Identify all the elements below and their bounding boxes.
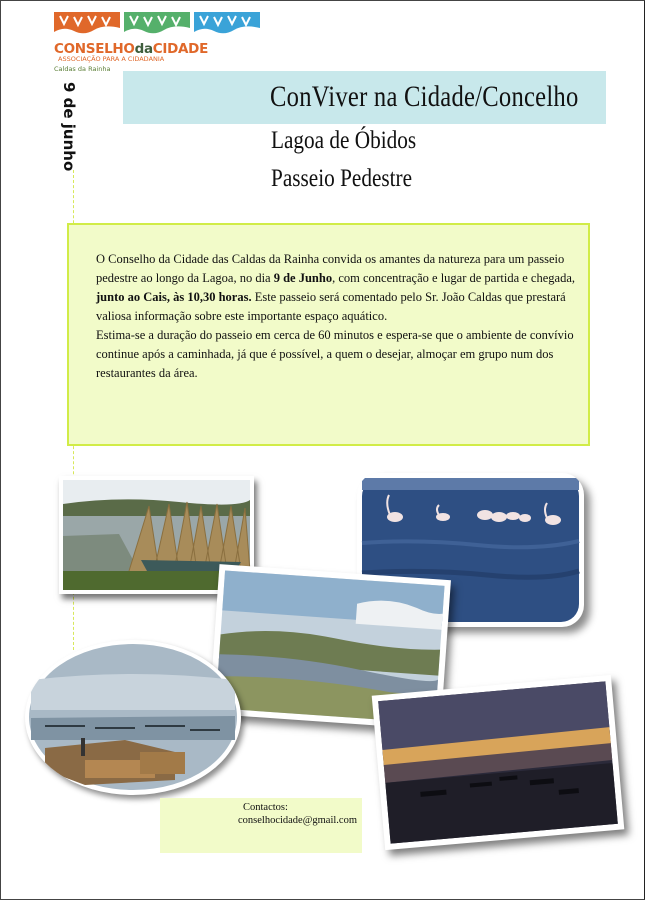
logo-tagline: ASSOCIAÇÃO PARA A CIDADANIA	[58, 55, 165, 63]
subtitle-event: Passeio Pedestre	[271, 165, 413, 192]
p1-place: junto ao Cais, às 10,30 horas.	[96, 290, 252, 304]
logo-name	[54, 42, 266, 56]
photo-sunset-boats	[372, 675, 625, 850]
p1-text-a: O Conselho da Cidade das Caldas da Rainha convida os amantes da natureza para um passeio pedestre ao longo da Lagoa, no dia	[96, 252, 565, 285]
p1-text-c: Este passeio será comentado pelo Sr. João Caldas que prestará valiosa informação sobre este importante espaço aquático.	[96, 290, 566, 323]
paragraph-1	[96, 250, 576, 326]
p1-date: 9 de Junho	[273, 271, 333, 285]
logo-bar-blue	[194, 12, 260, 40]
contacts-email[interactable]: conselhocidade@gmail.com	[238, 815, 358, 826]
invitation-textbox	[67, 223, 590, 446]
page-title: ConViver na Cidade/Concelho	[270, 80, 579, 113]
contacts-box	[160, 798, 362, 853]
logo	[54, 12, 266, 72]
invitation-text	[96, 250, 576, 383]
photo-oval-jetty	[25, 640, 241, 795]
p1-text-b: , com concentração e lugar de partida e chegada,	[332, 271, 575, 285]
logo-bars	[54, 12, 266, 40]
paragraph-2: Estima-se a duração do passeio em cerca de 60 minutos e espera-se que o ambiente de convívio continue após a caminhada, já que é possível, a quem o desejar, almoçar em grupo num dos restaurantes da área.	[96, 328, 574, 380]
logo-name-part1: CONSELHO	[54, 41, 135, 57]
logo-city: Caldas da Rainha	[54, 65, 111, 73]
logo-name-part3: CIDADE	[152, 41, 209, 57]
subtitle-location: Lagoa de Óbidos	[271, 127, 417, 154]
date-vertical	[56, 82, 78, 176]
date-label: 9 de junho	[60, 82, 78, 172]
logo-name-part2: da	[134, 41, 153, 57]
logo-bar-orange	[54, 12, 120, 40]
contacts-label: Contactos:	[243, 802, 288, 813]
logo-bar-green	[124, 12, 190, 40]
